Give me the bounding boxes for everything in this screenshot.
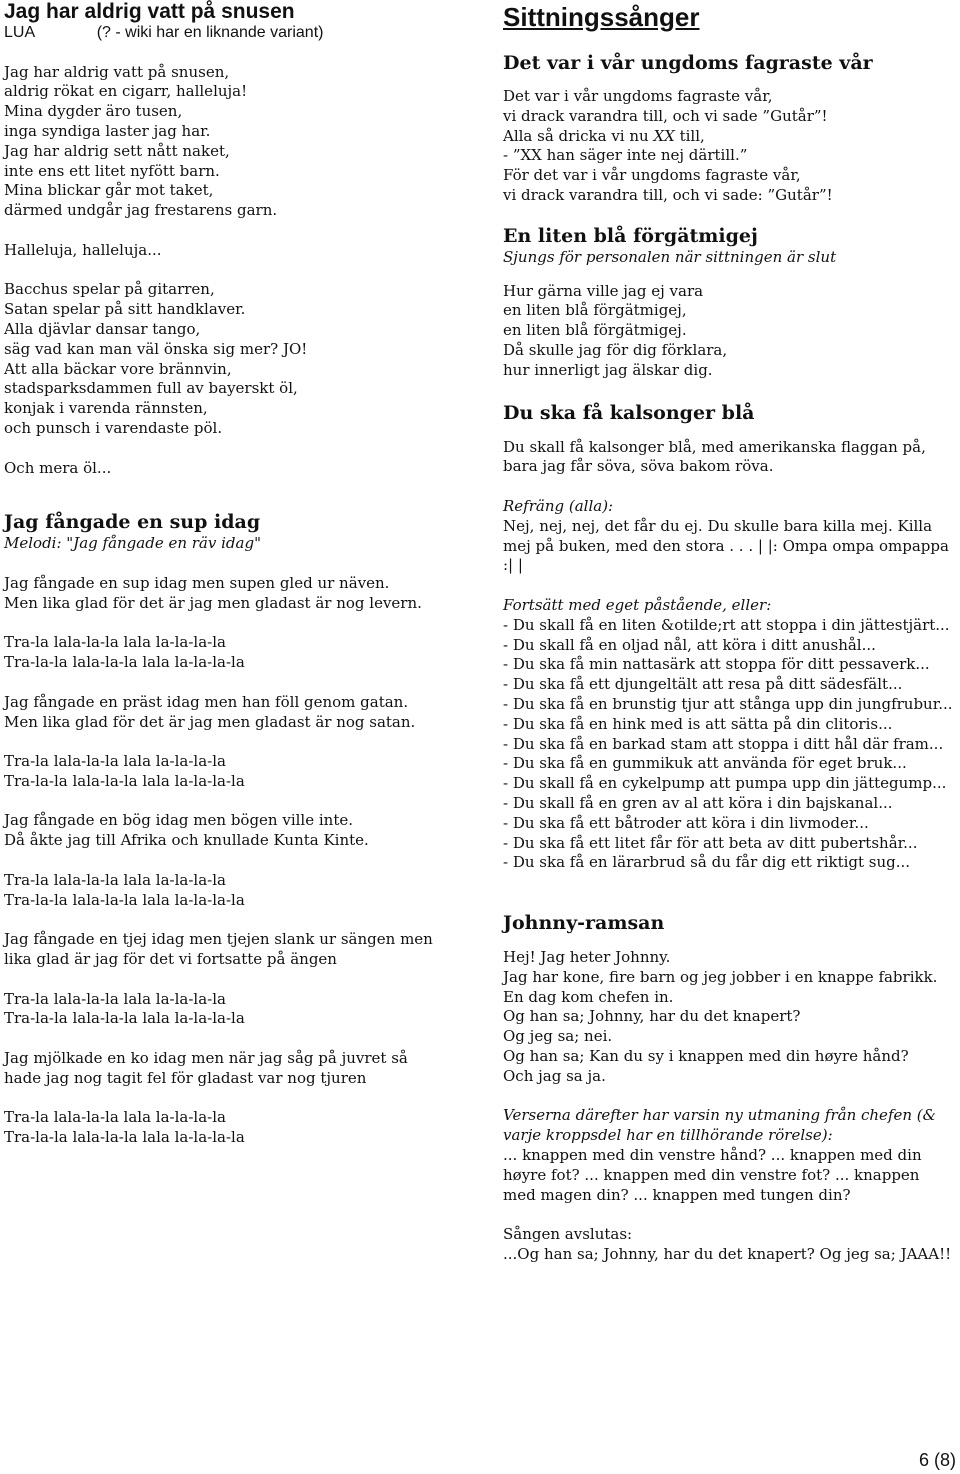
refrain-line: Tra-la-la lala-la-la lala la-la-la-la [4,1128,245,1147]
verse-line: Men lika glad för det är jag men gladast är nog satan. [4,712,416,731]
refrain-line: Tra-la lala-la-la lala la-la-la-la [4,989,226,1008]
refrain-line: Tra-la-la lala-la-la lala la-la-la-la [4,653,245,672]
verse-line: en liten blå förgätmigej. [503,321,687,340]
refrain-line: Tra-la-la lala-la-la lala la-la-la-la [4,890,245,909]
tra-la-refrain [4,752,476,792]
tra-la-refrain [4,990,476,1030]
verse-line: Jag fångade en sup idag men supen gled ur näven. [4,573,390,592]
continuation-label: Fortsätt med eget påstående, eller: [503,595,772,614]
list-item: - Du ska få en lärarbrud så du får dig ett riktigt sug... [503,853,911,872]
verse-options-list [503,616,955,873]
song-title: Jag fångade en sup idag [4,511,261,534]
song-melody: Melodi: "Jag fångade en räv idag" [4,534,261,553]
list-item: - Du ska få en hink med is att sätta på din clitoris... [503,714,893,733]
refrain: Och mera öl... [4,458,112,477]
refrain-line: Tra-la lala-la-la lala la-la-la-la [4,870,226,889]
tra-la-refrain [4,871,476,911]
list-item: - Du ska få en gummikuk att använda för eget bruk... [503,754,907,773]
stanza [4,1049,476,1089]
list-item: - Du ska få en brunstig tjur att stånga upp din jungfrubur... [503,694,953,713]
song-title: Johnny-ramsan [503,912,665,935]
verse-line: Då skulle jag för dig förklara, [503,340,728,359]
refrain-label: Refräng (alla): [503,496,614,515]
list-item: - Du ska få min nattasärk att stoppa för ditt pessaverk... [503,655,930,674]
verse-line: Hej! Jag heter Johnny. [503,948,671,967]
list-item: - Du skall få en cykelpump att pumpa upp din jättegump... [503,774,947,793]
ending-text: ...Og han sa; Johnny, har du det knapert? Og jeg sa; JAAA!! [503,1245,952,1264]
list-item: - Du ska få ett båtroder att köra i din livmoder... [503,813,869,832]
list-item: - Du skall få en oljad nål, att köra i ditt anushål... [503,635,876,654]
page-number: 6 (8) [918,1450,956,1470]
list-item: - Du skall få en gren av al att köra i din bajskanal... [503,793,893,812]
song-title: Jag har aldrig vatt på snusen [4,0,295,23]
song-lyrics [503,87,955,206]
refrain-line: Tra-la-la lala-la-la lala la-la-la-la [4,771,245,790]
song-lyrics [503,948,955,1087]
verse-line: Bacchus spelar på gitarren, [4,280,215,299]
list-item: - Du skall få en liten &otilde;rt att stoppa i din jättestjärt... [503,615,950,634]
section-title: Sittningssånger [503,2,700,32]
verse-line: och punsch i varendaste pöl. [4,418,223,437]
verse-line: vi drack varandra till, och vi sade: ”Gutår”! [503,185,833,204]
refrain-line: Tra-la lala-la-la lala la-la-la-la [4,752,226,771]
song-title: En liten blå förgätmigej [503,224,758,247]
verse-line: Og jeg sa; nei. [503,1027,613,1046]
song-intro: Du skall få kalsonger blå, med amerikanska flaggan på, bara jag får söva, söva bakom röva. [503,437,926,476]
stanza [4,930,476,970]
verse-line: Og han sa; Johnny, har du det knapert? [503,1007,801,1026]
list-item: - Du ska få ett litet får för att beta av ditt pubertshår... [503,833,918,852]
stanza [4,811,476,851]
refrain-line: Tra-la lala-la-la lala la-la-la-la [4,633,226,652]
verse-line: hade jag nog tagit fel för gladast var nog tjuren [4,1068,367,1087]
song-note: Verserna därefter har varsin ny utmaning från chefen (& varje kroppsdel har en tillhörande rörelse): [503,1106,937,1145]
verse-line: Og han sa; Kan du sy i knappen med din høyre hånd? [503,1047,909,1066]
verse-line: aldrig rökat en cigarr, halleluja! [4,82,248,101]
verse-line: Alla djävlar dansar tango, [4,319,201,338]
verse-line: därmed undgår jag frestarens garn. [4,201,278,220]
refrain-line: Tra-la lala-la-la lala la-la-la-la [4,1108,226,1127]
tra-la-refrain [4,633,476,673]
verse-line: Det var i vår ungdoms fagraste vår, [503,87,773,105]
song-continuation: ... knappen med din venstre hånd? ... knappen med din høyre fot? ... knappen med din venstre fot? ... knappen med magen din? ... knappen med tungen din? [503,1146,922,1204]
left-column [4,0,476,1148]
verse-line: Jag fångade en präst idag men han föll genom gatan. [4,692,409,711]
verse-line: Och jag sa ja. [503,1066,606,1085]
verse-1 [4,63,476,221]
ending-label: Sången avslutas: [503,1225,633,1244]
tra-la-refrain [4,1108,476,1148]
verse-2 [4,280,476,438]
song-subtitle: Sjungs för personalen när sittningen är slut [503,247,837,266]
song-lyrics [503,282,955,381]
list-item: - Du ska få ett djungeltält att resa på ditt sädesfält... [503,675,903,694]
verse-line: Jag har aldrig vatt på snusen, [4,62,230,81]
refrain-line: Tra-la-la lala-la-la lala la-la-la-la [4,1009,245,1028]
refrain: Nej, nej, nej, det får du ej. Du skulle bara killa mej. Killa mej på buken, med den stora . . . | |: Ompa ompa ompappa :| | [503,516,949,575]
verse-line: konjak i varenda rännsten, [4,399,208,418]
song-title: Det var i vår ungdoms fagraste vår [503,52,873,74]
verse-line: Då åkte jag till Afrika och knullade Kunta Kinte. [4,831,369,850]
verse-line: Jag mjölkade en ko idag men när jag såg på juvret så [4,1049,408,1068]
verse-line: Jag har kone, fire barn og jeg jobber i en knappe fabrikk. [503,967,938,986]
tune-note: (? - wiki har en liknande variant) [96,24,324,41]
verse-line: Satan spelar på sitt handklaver. [4,300,246,319]
tune-name: LUA [4,24,35,41]
refrain: Halleluja, halleluja... [4,240,162,259]
list-item: - Du ska få en barkad stam att stoppa i ditt hål där fram... [503,734,944,753]
verse-line: stadsparksdammen full av bayerskt öl, [4,379,298,398]
verse-line: inga syndiga laster jag har. [4,121,211,140]
verse-line: För det var i vår ungdoms fagraste vår, [503,166,801,185]
verse-line: inte ens ett litet nyfött barn. [4,161,220,180]
verse-line: Att alla bäckar vore brännvin, [4,359,232,378]
song-subtitle [4,23,476,43]
verse-line: - ”XX han säger inte nej därtill.” [503,146,748,165]
verse-line: lika glad är jag för det vi fortsatte på ängen [4,950,337,969]
verse-line: Alla så dricka vi nu XX till, [503,126,705,145]
verse-line: Men lika glad för det är jag men gladast är nog levern. [4,593,422,612]
verse-line: Mina blickar går mot taket, [4,181,214,200]
stanza [4,693,476,733]
verse-line: Jag fångade en bög idag men bögen ville inte. [4,811,354,830]
song-title: Du ska få kalsonger blå [503,401,755,424]
verse-line: vi drack varandra till, och vi sade ”Gutår”! [503,106,828,125]
verse-line: en liten blå förgätmigej, [503,301,687,320]
stanza [4,574,476,614]
verse-line: Jag fångade en tjej idag men tjejen slank ur sängen men [4,930,433,949]
verse-line: Mina dygder äro tusen, [4,102,183,121]
verse-line: hur innerligt jag älskar dig. [503,360,713,379]
verse-line: Jag har aldrig sett nått naket, [4,141,230,160]
verse-line: säg vad kan man väl önska sig mer? JO! [4,339,308,358]
verse-line: En dag kom chefen in. [503,987,674,1006]
verse-line: Hur gärna ville jag ej vara [503,281,704,300]
right-column [503,0,955,1265]
